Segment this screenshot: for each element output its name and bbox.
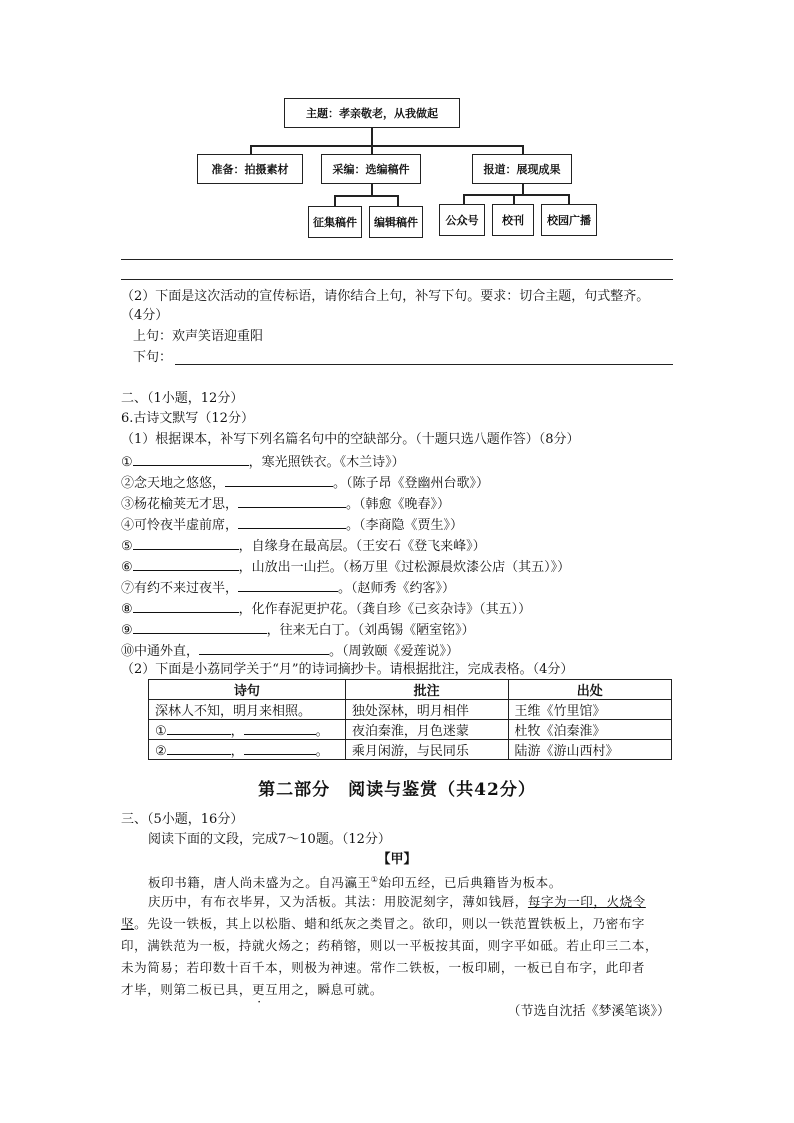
q6-item-6: ⑥ ，山放出一山拦。（杨万里《过松源晨炊漆公店（其五）》） [121, 556, 570, 577]
blank-8[interactable] [133, 598, 239, 613]
table-blank-2b[interactable] [244, 740, 316, 755]
passage-line-1: 板印书籍，唐人尚未盛为之。自冯瀛王①始印五经，已后典籍皆为板本。 [148, 875, 562, 891]
q6-item-4: ④可怜夜半虚前席， 。（李商隐《贾生》） [121, 514, 463, 535]
table-blank-1b[interactable] [244, 720, 316, 735]
blank-7[interactable] [238, 577, 338, 592]
answer-line-1[interactable] [121, 259, 673, 260]
diagram-root-box: 主题：孝亲敬老，从我做起 [284, 98, 460, 128]
q6-item-9: ⑨ ，往来无白丁。（刘禹锡《陋室铭》） [121, 619, 475, 640]
q6-2-prompt: （2）下面是小荔同学关于“月”的诗词摘抄卡。请根据批注，完成表格。（4分） [121, 662, 574, 677]
blank-1[interactable] [133, 451, 249, 466]
q6-item-7: ⑦有约不来过夜半， 。（赵师秀《约客》） [121, 577, 455, 598]
q6-item-2: ②念天地之悠悠， 。（陈子昂《登幽州台歌》） [121, 472, 489, 493]
passage-line-3: 坚。先设一铁板，其上以松脂、蜡和纸灰之类冒之。欲印，则以一铁范置铁板上，乃密布字 [121, 916, 646, 931]
table-row: ② ， 。 乘月闲游，与民同乐 陆游《游山西村》 [149, 740, 672, 760]
blank-2[interactable] [225, 472, 333, 487]
passage-line-2: 庆历中，有布衣毕昇，又为活板。其法：用胶泥刻字，薄如钱唇，每字为一印，火烧令 [148, 894, 646, 909]
q5-2-upper-line: 上句：欢声笑语迎重阳 [133, 329, 264, 344]
q6-1-prompt: （1）根据课本，补写下列名篇名句中的空缺部分。（十题只选八题作答）（8分） [121, 432, 580, 447]
answer-line-2[interactable] [121, 279, 673, 280]
table-row: ① ， 。 夜泊秦淮，月色迷蒙 杜牧《泊秦淮》 [149, 720, 672, 740]
blank-6[interactable] [133, 556, 239, 571]
q5-2-score: （4分） [121, 308, 169, 323]
diagram-journal-box: 校刊 [492, 204, 534, 236]
q6-title: 6.古诗文默写（12分） [121, 411, 254, 426]
diagram-branch-prepare: 准备：拍摄素材 [197, 154, 303, 184]
diagram-radio-box: 校园广播 [541, 204, 597, 236]
diagram-branch-edit: 采编：选编稿件 [321, 154, 421, 184]
diagram-compose-box: 编辑稿件 [369, 206, 423, 238]
q5-2-lower-answer-line[interactable] [175, 364, 673, 365]
table-header-note: 批注 [345, 680, 508, 700]
section-3-heading: 三、（5小题，16分） [121, 812, 244, 827]
diagram-wechat-box: 公众号 [439, 204, 485, 236]
q5-2-prompt: （2）下面是这次活动的宣传标语，请你结合上句，补写下句。要求：切合主题，句式整齐。 [121, 289, 650, 304]
passage-source: （节选自沈括《梦溪笔谈》） [507, 1004, 670, 1019]
q6-item-3: ③杨花榆荚无才思， 。（韩愈《晚春》） [121, 493, 450, 514]
blank-3[interactable] [238, 493, 346, 508]
table-blank-2a[interactable] [167, 740, 231, 755]
blank-9[interactable] [133, 619, 267, 634]
diagram-collect-box: 征集稿件 [308, 206, 362, 238]
passage-jia-label: 【甲】 [377, 852, 417, 867]
q6-item-8: ⑧ ，化作春泥更护花。（龚自珍《己亥杂诗》（其五）） [121, 598, 531, 619]
q6-item-5: ⑤ ，自缘身在最高层。（王安石《登飞来峰》） [121, 535, 486, 556]
table-header-source: 出处 [508, 680, 672, 700]
blank-4[interactable] [238, 514, 346, 529]
section-2-heading: 二、（1小题，12分） [121, 391, 244, 406]
diagram-branch-report: 报道：展现成果 [472, 154, 572, 184]
blank-10[interactable] [199, 640, 329, 655]
passage-line-5: 未为简易；若印数十百千本，则极为神速。常作二铁板，一板印刷，一板已自布字，此印者 [121, 960, 646, 975]
table-blank-1a[interactable] [167, 720, 231, 735]
passage-line-6: 才毕，则第二板已具，更互用之，瞬息可就。 [121, 982, 384, 997]
q6-item-10: ⑩中通外直， 。（周敦颐《爱莲说》） [121, 640, 459, 661]
part-2-title: 第二部分 阅读与鉴赏（共42分） [258, 780, 536, 800]
q5-2-lower-label: 下句： [133, 350, 173, 365]
table-header-poem: 诗句 [149, 680, 346, 700]
blank-5[interactable] [133, 535, 239, 550]
q6-item-1: ① ，寒光照铁衣。《木兰诗》） [121, 451, 405, 472]
activity-diagram [0, 0, 794, 250]
section-3-intro: 阅读下面的文段，完成7～10题。（12分） [148, 832, 391, 847]
moon-poem-table [148, 679, 672, 760]
table-row: 深林人不知，明月来相照。 独处深林，明月相伴 王维《竹里馆》 [149, 700, 672, 720]
passage-line-4: 印，满铁范为一板，持就火炀之；药稍镕，则以一平板按其面，则字平如砥。若止印三二本， [121, 938, 659, 953]
